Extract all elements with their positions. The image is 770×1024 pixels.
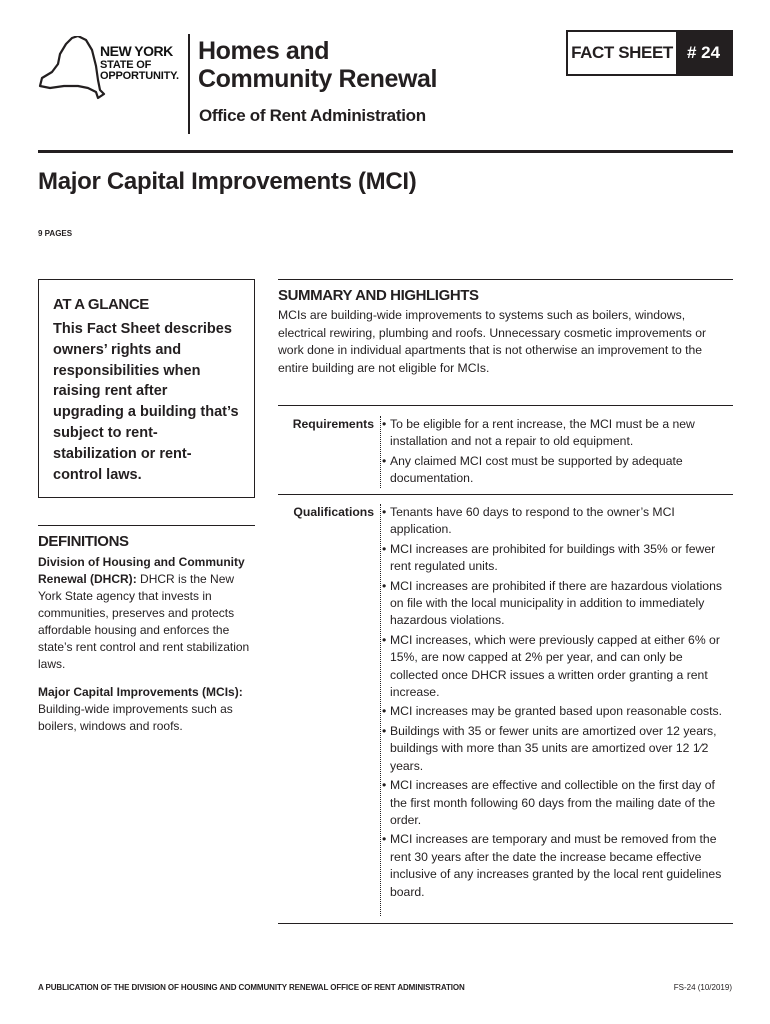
list-item: • To be eligible for a rent increase, the MCI must be a new installation and not a repair to old equipment. bbox=[382, 416, 734, 451]
definitions-heading: DEFINITIONS bbox=[38, 533, 129, 550]
at-a-glance-heading: AT A GLANCE bbox=[53, 296, 149, 313]
agency-name-line2: Community Renewal bbox=[198, 65, 438, 93]
fact-sheet-number: # 24 bbox=[676, 32, 731, 74]
list-item: • Any claimed MCI cost must be supported by adequate documentation. bbox=[382, 453, 734, 488]
office-name: Office of Rent Administration bbox=[199, 106, 426, 125]
summary-body: MCIs are building-wide improvements to systems such as boilers, windows, electrical rewiring, plumbing and roofs. Unnecessary cosmetic improvements or work done in individual apartments that is not otherwise an improvement to the entire building are not eligible for MCIs. bbox=[278, 308, 707, 375]
definition-term: Division of Housing and Community Renewal (DHCR) bbox=[38, 555, 245, 586]
logo-text-state-of: STATE OF bbox=[100, 59, 152, 71]
list-item: • MCI increases are effective and collectible on the first day of the first month following 60 days from the mailing date of the order. bbox=[382, 777, 734, 829]
summary-heading: SUMMARY AND HIGHLIGHTS bbox=[278, 287, 479, 304]
definition-item: Major Capital Improvements (MCIs): Building-wide improvements such as boilers, windows and roofs. bbox=[38, 685, 243, 733]
page-title: Major Capital Improvements (MCI) bbox=[38, 168, 417, 195]
list-item: • Buildings with 35 or fewer units are amortized over 12 years, buildings with more than 35 units are amortized over 12 1⁄2 years. bbox=[382, 723, 734, 775]
requirements-label: Requirements bbox=[292, 417, 374, 431]
definitions-section bbox=[38, 533, 260, 746]
list-item: • MCI increases are temporary and must be removed from the rent 30 years after the date the increase became effective inclusive of any increases granted by the local rent guidelines board. bbox=[382, 831, 734, 901]
list-item: • MCI increases are prohibited if there are hazardous violations on file with the local municipality in addition to immediately hazardous violations. bbox=[382, 578, 734, 630]
definition-text: DHCR is the New York State agency that invests in communities, preserves and protects affordable housing and enforces the state’s rent control and rent stabilization laws. bbox=[38, 572, 250, 671]
footer-publication: A PUBLICATION OF THE DIVISION OF HOUSING AND COMMUNITY RENEWAL OFFICE OF RENT ADMINISTRATION bbox=[38, 983, 465, 992]
qualifications-label: Qualifications bbox=[293, 505, 374, 519]
footer-code: FS-24 (10/2019) bbox=[673, 983, 732, 992]
header-rule bbox=[38, 150, 733, 153]
qualifications-bottom-rule bbox=[278, 923, 733, 924]
new-york-state-map-icon bbox=[38, 36, 108, 106]
definitions-rule bbox=[38, 525, 255, 526]
page-count: 9 PAGES bbox=[38, 229, 73, 238]
list-item: • MCI increases are prohibited for buildings with 35% or fewer rent regulated units. bbox=[382, 541, 734, 576]
agency-name-line1: Homes and bbox=[198, 37, 330, 65]
definition-term: Major Capital Improvements (MCIs) bbox=[38, 685, 239, 699]
qualifications-divider bbox=[380, 504, 381, 916]
requirements-rule bbox=[278, 405, 733, 406]
list-item: • MCI increases may be granted based upon reasonable costs. bbox=[382, 703, 734, 720]
logo-text-opportunity: OPPORTUNITY. bbox=[100, 70, 179, 82]
nys-logo bbox=[38, 36, 184, 106]
at-a-glance-box bbox=[38, 279, 255, 498]
summary-rule bbox=[278, 279, 733, 280]
qualifications-list bbox=[382, 504, 734, 901]
fact-sheet-label: FACT SHEET bbox=[571, 43, 673, 62]
definition-text: Building-wide improvements such as boilers, windows and roofs. bbox=[38, 702, 233, 733]
list-item: • MCI increases, which were previously capped at either 6% or 15%, are now capped at 2% per year, and can only be collected once DHCR issues a written order granting a rent increase. bbox=[382, 632, 734, 702]
fact-sheet-badge bbox=[566, 30, 733, 76]
qualifications-rule bbox=[278, 494, 733, 495]
logo-divider bbox=[188, 34, 190, 134]
list-item: • Tenants have 60 days to respond to the owner’s MCI application. bbox=[382, 504, 734, 539]
at-a-glance-body: This Fact Sheet describes owners’ rights and responsibilities when raising rent after upgrading a building that’s subject to rent-stabilization or rent-control laws. bbox=[53, 321, 239, 483]
requirements-divider bbox=[380, 416, 381, 488]
definition-item: Division of Housing and Community Renewal (DHCR): DHCR is the New York State agency that invests in communities, preserves and protects affordable housing and enforces the state’s rent control and rent stabilization laws. bbox=[38, 555, 250, 671]
summary-section bbox=[278, 287, 733, 377]
requirements-list bbox=[382, 416, 734, 488]
logo-text-new-york: NEW YORK bbox=[100, 43, 173, 59]
